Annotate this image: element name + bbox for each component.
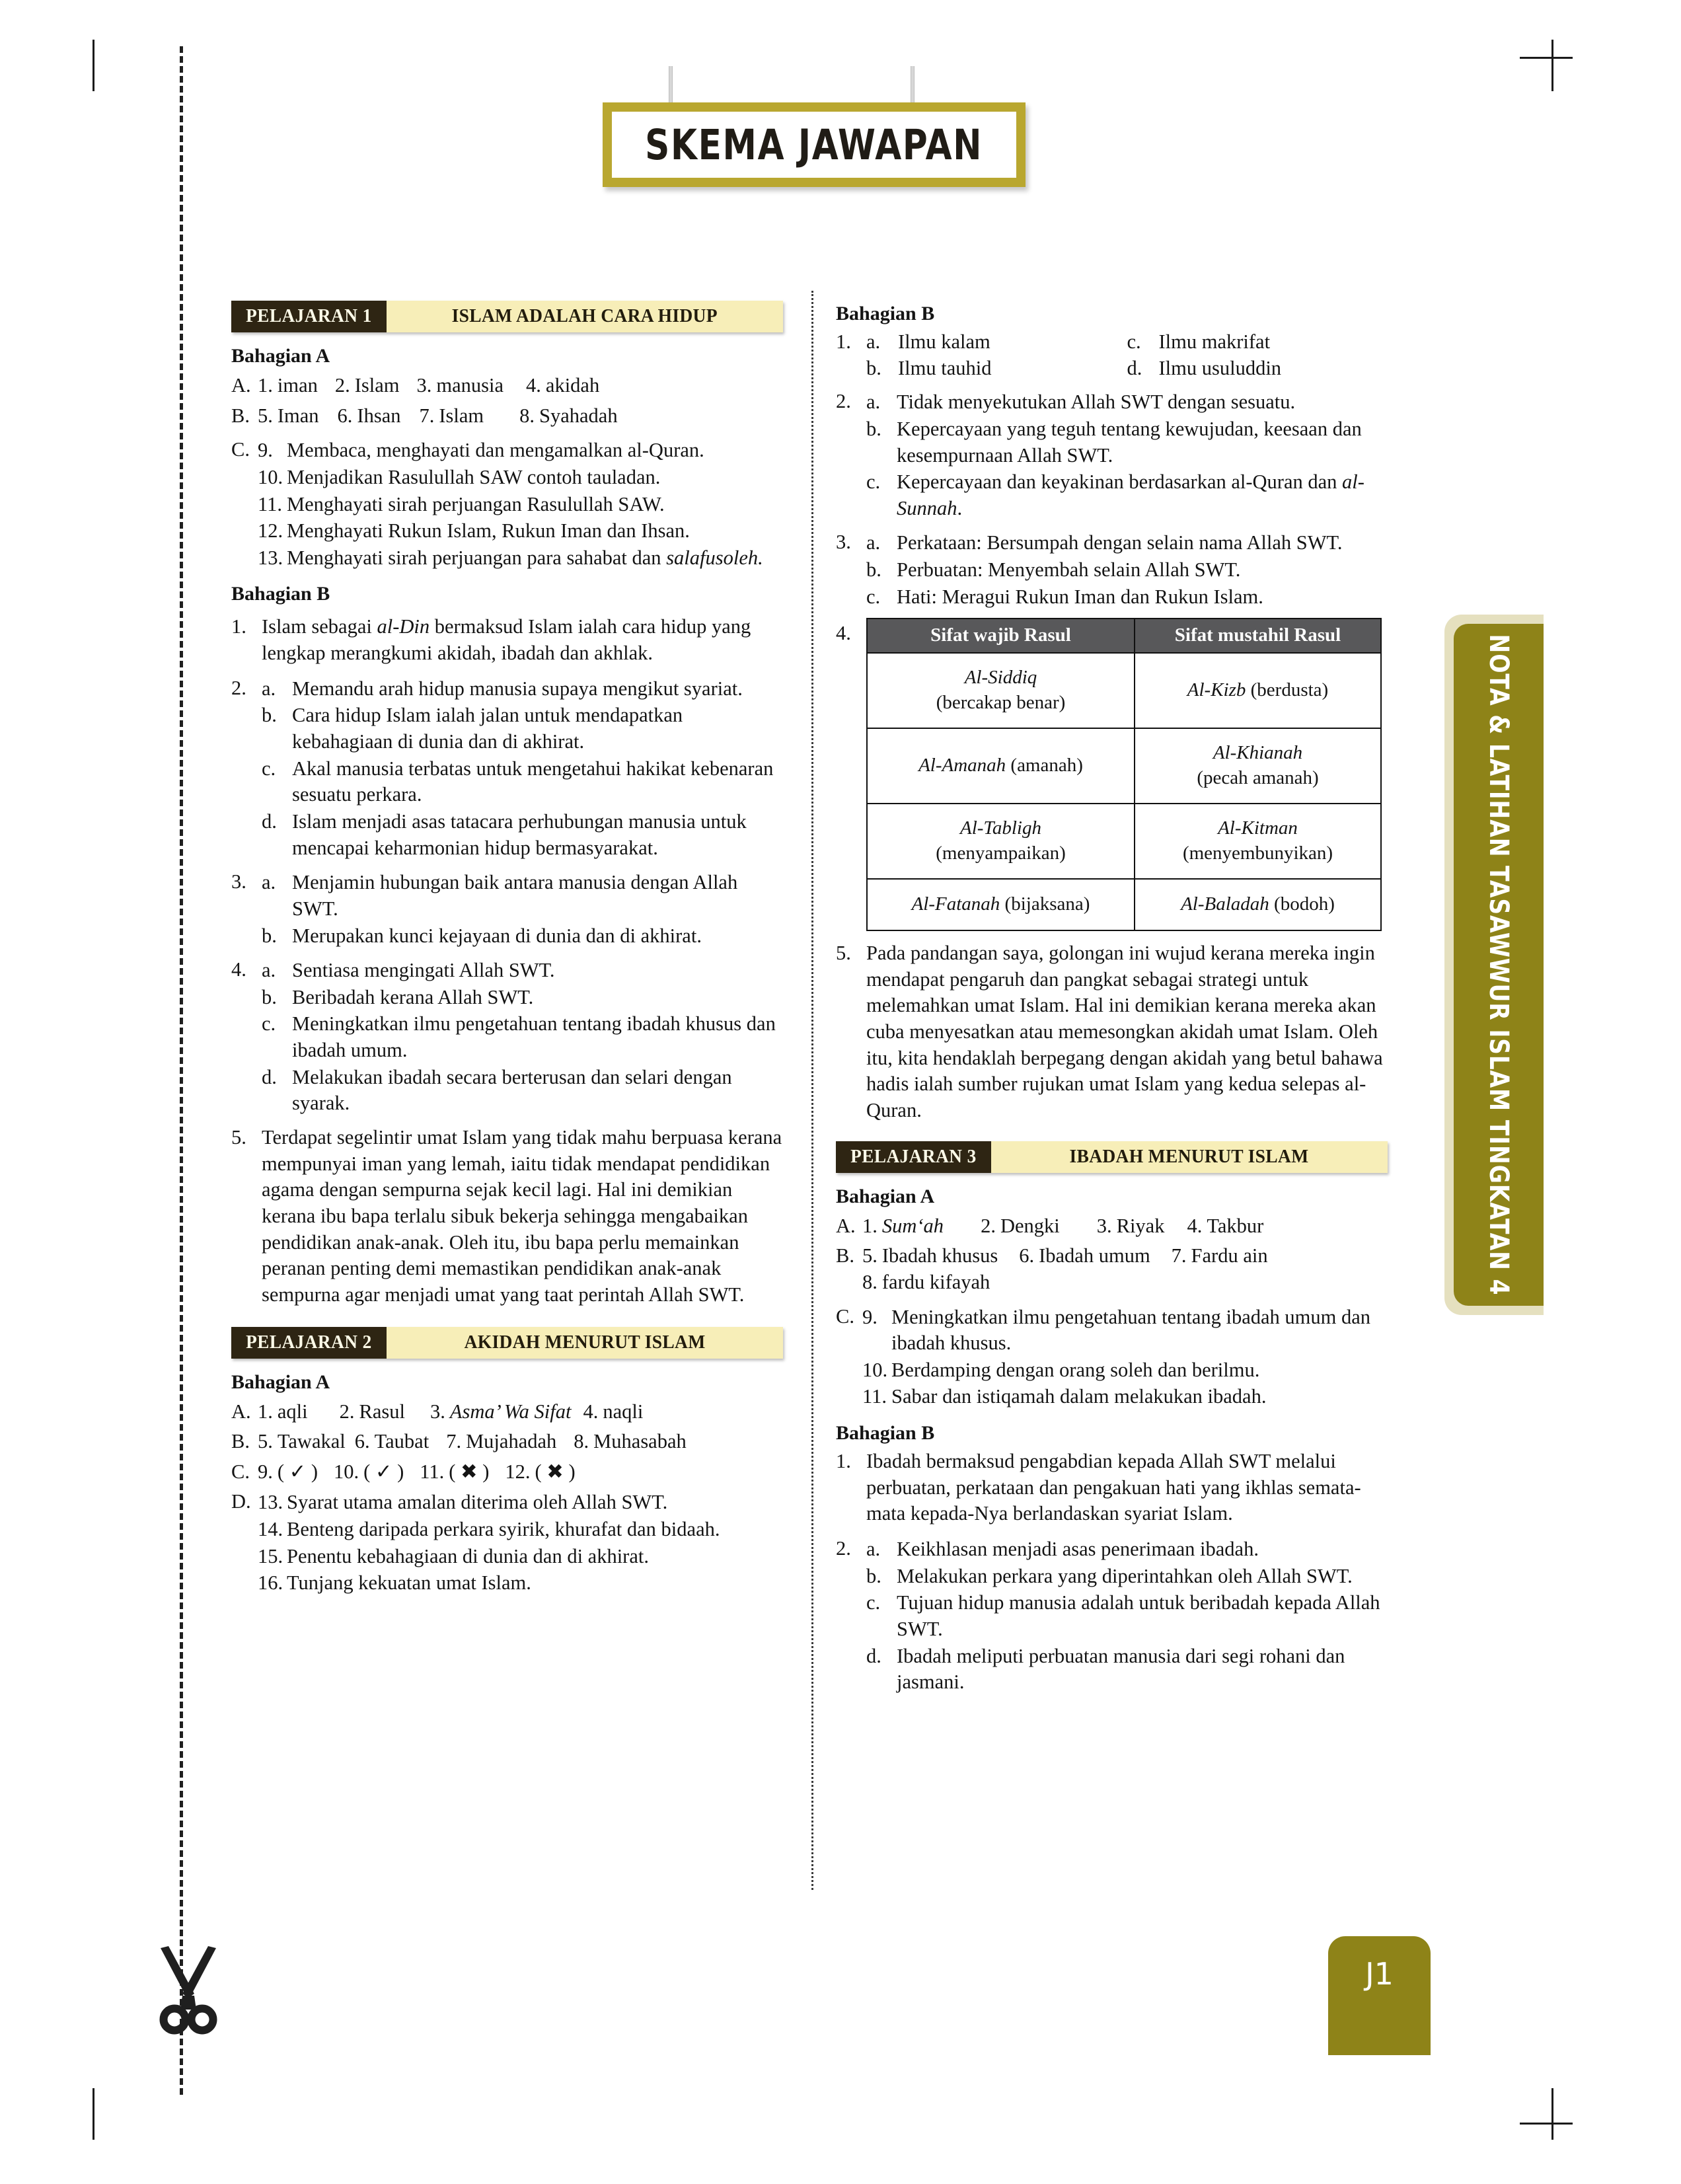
lesson-header-1 [231, 301, 783, 332]
list-item: b. Merupakan kunci kejayaan di dunia dan di akhirat. [262, 924, 702, 947]
list-item: 10. Menjadikan Rasulullah SAW contoh tauladan. [258, 465, 661, 488]
list-item: a. Perkataan: Bersumpah dengan selain nama Allah SWT. [866, 531, 1343, 554]
left-column [231, 301, 783, 1601]
list-item: 15. Penentu kebahagiaan di dunia dan di akhirat. [258, 1544, 649, 1567]
l1-b-q3 [231, 869, 783, 950]
answer-item: d. Ilmu usuluddin [1127, 356, 1282, 379]
l2-b-q1 [836, 329, 1388, 381]
lesson-2-tag: PELAJARAN 2 [231, 1327, 387, 1359]
list-item: 13. Menghayati sirah perjuangan para sahabat dan salafusoleh. [258, 545, 783, 572]
row-body [862, 1243, 1388, 1295]
l2-b-q3 [836, 529, 1388, 611]
answer-item: 4. naqli [583, 1400, 644, 1423]
l2-b-q5 [836, 940, 1388, 1125]
list-item: d. Ibadah meliputi perbuatan manusia dari segi rohani dan jasmani. [866, 1644, 1345, 1694]
list-item: 11. Menghayati sirah perjuangan Rasulullah SAW. [258, 492, 665, 515]
cell-mustahil: Al-Khianah (pecah amanah) [1135, 728, 1381, 804]
row-body [258, 437, 783, 572]
answer-item: 3. Asma’ Wa Sifat [430, 1400, 572, 1423]
l3-b-q1 [836, 1449, 1388, 1528]
page-title: SKEMA JAWAPAN [645, 120, 983, 169]
row-label: A. [231, 1400, 251, 1423]
l2-b-q4 [836, 618, 1388, 931]
paragraph: Terdapat segelintir umat Islam yang tidak mahu berpuasa kerana mempunyai iman yang lemah, iaitu tidak mendapat pendidikan agama dengan sempurna sejak kecil lagi. Hal ini demikian kerana ibu bapa terlalu sibuk bekerja sehingga mengabaikan pendidikan anak-anak. Oleh itu, ibu bapa perlu memainkan peranan penting demi memastikan pendidikan anak-anak sempurna agar menjadi umat yang taat perintah Allah SWT. [262, 1126, 782, 1306]
answer-item: 9. ( ✓ ) [258, 1460, 318, 1483]
list-item: c. Hati: Meragui Rukun Iman dan Rukun Islam. [866, 585, 1263, 608]
question-body [866, 329, 1388, 381]
cell-wajib: Al-Fatanah (bijaksana) [867, 879, 1135, 930]
list-item: 10. Berdamping dengan orang soleh dan berilmu. [862, 1358, 1260, 1381]
row-body [258, 403, 783, 430]
list-item [866, 329, 1388, 356]
l1-b-q4 [231, 957, 783, 1117]
row-body [258, 1489, 783, 1597]
list-item: 11. Sabar dan istiqamah dalam melakukan ibadah. [862, 1385, 1267, 1408]
question-body [262, 1125, 783, 1309]
column-divider [811, 291, 813, 1890]
answer-item: 10. ( ✓ ) [334, 1460, 404, 1483]
cell-mustahil: Al-Baladah (bodoh) [1135, 879, 1381, 930]
list-item: b. Melakukan perkara yang diperintahkan oleh Allah SWT. [866, 1564, 1353, 1587]
question-number: 4. [836, 622, 851, 645]
answer-item: 7. Islam [419, 404, 484, 427]
table-row [867, 804, 1381, 879]
question-number: 2. [231, 676, 246, 699]
question-body [262, 614, 783, 667]
answer-item: 8. Syahadah [519, 404, 618, 427]
question-number: 3. [231, 870, 246, 893]
answer-item: 4. akidah [526, 374, 600, 396]
answer-item: 6. Ihsan [337, 404, 401, 427]
list-item: 9. Meningkatkan ilmu pengetahuan tentang ibadah umum dan ibadah khusus. [862, 1305, 1371, 1355]
answer-item: 2. Rasul [339, 1400, 405, 1423]
answer-item: 2. Islam [334, 374, 400, 396]
answer-item: 5. Ibadah khusus [862, 1244, 998, 1267]
l2-part-a-heading: Bahagian A [231, 1371, 330, 1393]
crop-mark-top-left-h [1520, 57, 1573, 59]
question-number: 1. [836, 1450, 851, 1473]
answer-item: 4. Takbur [1187, 1214, 1264, 1237]
list-item-text: Kepercayaan dan keyakinan berdasarkan al-Quran dan al-Sunnah. [897, 471, 1364, 519]
question-number: 1. [231, 615, 246, 638]
list-item: 9. Membaca, menghayati dan mengamalkan al-Quran. [258, 439, 704, 462]
question-number: 1. [836, 330, 851, 353]
answer-item: 2. Dengki [981, 1214, 1060, 1237]
l1-b-q1 [231, 614, 783, 667]
l3-part-a-heading: Bahagian A [836, 1185, 935, 1207]
l3-a-row-C [836, 1304, 1388, 1412]
list-item: a. Tidak menyekutukan Allah SWT dengan sesuatu. [866, 391, 1296, 414]
list-item: b. Perbuatan: Menyembah selain Allah SWT. [866, 558, 1241, 582]
row-body [258, 1399, 783, 1425]
row-label: B. [231, 404, 250, 427]
list-item: 13. Syarat utama amalan diterima oleh Allah SWT. [258, 1491, 668, 1514]
row-label: C. [231, 1460, 250, 1483]
lesson-1-name: ISLAM ADALAH CARA HIDUP [387, 301, 783, 332]
row-label: A. [836, 1214, 856, 1237]
l1-part-a-heading: Bahagian A [231, 345, 330, 367]
list-item [866, 356, 1388, 382]
l1-a-row-A [231, 373, 783, 399]
row-label: D. [231, 1490, 251, 1513]
paragraph: Islam sebagai al-Din bermaksud Islam ialah cara hidup yang lengkap merangkumi akidah, ibadah dan akhlak. [262, 615, 751, 665]
sifat-rasul-table [866, 618, 1382, 931]
cell-mustahil: Al-Kitman (menyembunyikan) [1135, 804, 1381, 879]
list-item: 14. Benteng daripada perkara syirik, khurafat dan bidaah. [258, 1518, 720, 1541]
row-label: B. [231, 1430, 250, 1453]
lesson-3-tag: PELAJARAN 3 [836, 1141, 991, 1173]
list-item: a. Sentiasa mengingati Allah SWT. [262, 959, 555, 982]
question-body [866, 940, 1388, 1125]
row-body [862, 1213, 1388, 1240]
crop-mark-bottom-left [93, 2088, 94, 2140]
side-tab [1454, 624, 1544, 1306]
row-body [258, 1459, 783, 1486]
question-body [866, 1449, 1388, 1528]
l1-a-row-B [231, 403, 783, 430]
right-column [836, 301, 1388, 1704]
l2-a-row-A [231, 1399, 783, 1425]
cell-wajib: Al-Tabligh (menyampaikan) [867, 804, 1135, 879]
question-body [866, 1536, 1388, 1696]
table-header-row [867, 619, 1381, 653]
crop-mark-top-right [1551, 40, 1553, 91]
row-label: C. [231, 438, 250, 461]
l3-part-b-heading: Bahagian B [836, 1422, 935, 1445]
list-item: 12. Menghayati Rukun Islam, Rukun Iman dan Ihsan. [258, 519, 690, 543]
cut-line [180, 46, 183, 2095]
cell-wajib: Al-Amanah (amanah) [867, 728, 1135, 804]
l2-b-q2 [836, 389, 1388, 522]
question-number: 2. [836, 1536, 851, 1560]
list-item: d. Islam menjadi asas tatacara perhubungan manusia untuk mencapai keharmonian hidup bermasyarakat. [262, 810, 747, 859]
lesson-header-3 [836, 1141, 1388, 1173]
list-item: c. Tujuan hidup manusia adalah untuk beribadah kepada Allah SWT. [866, 1591, 1380, 1640]
answer-item: 5. Iman [258, 404, 319, 427]
list-item-text: Menghayati sirah perjuangan para sahabat dan salafusoleh. [287, 546, 763, 569]
l3-a-row-B [836, 1243, 1388, 1295]
answer-item: 7. Fardu ain [1171, 1244, 1268, 1267]
lesson-1-tag: PELAJARAN 1 [231, 301, 387, 332]
cell-wajib: Al-Siddiq (bercakap benar) [867, 653, 1135, 728]
answer-item: 1. iman [258, 374, 318, 396]
answer-item: 1. aqli [258, 1400, 308, 1423]
sign-inner [612, 112, 1016, 178]
row-label: C. [836, 1304, 854, 1328]
question-number: 5. [231, 1126, 246, 1149]
crop-mark-bottom-right-h [1520, 2123, 1573, 2125]
answer-item: 3. Riyak [1096, 1214, 1165, 1237]
answer-item: 6. Taubat [354, 1430, 430, 1453]
row-body [862, 1304, 1388, 1412]
row-body [258, 1429, 783, 1455]
answer-item: a. Ilmu kalam [866, 330, 990, 353]
list-item: a. Menjamin hubungan baik antara manusia dengan Allah SWT. [262, 871, 738, 920]
row-label: B. [836, 1244, 854, 1267]
question-body [262, 675, 783, 862]
answer-item: 6. Ibadah umum [1019, 1244, 1150, 1267]
question-number: 5. [836, 942, 851, 965]
answer-item: 5. Tawakal [258, 1430, 346, 1453]
table-row [867, 653, 1381, 728]
crop-mark-top-left [93, 40, 94, 91]
column-header-mustahil: Sifat mustahil Rasul [1135, 619, 1381, 653]
page-number: J1 [1365, 1956, 1394, 1992]
sign-frame [603, 102, 1026, 187]
hanging-sign [595, 66, 1031, 198]
list-item: a. Memandu arah hidup manusia supaya mengikut syariat. [262, 677, 743, 700]
l2-a-row-D [231, 1489, 783, 1597]
answer-item: 8. Muhasabah [574, 1430, 687, 1453]
page-number-tab [1328, 1936, 1431, 2055]
cell-mustahil: Al-Kizb (berdusta) [1135, 653, 1381, 728]
question-number: 2. [836, 390, 851, 413]
list-item: c. Akal manusia terbatas untuk mengetahui hakikat kebenaran sesuatu perkara. [262, 757, 774, 806]
lesson-header-2 [231, 1327, 783, 1359]
l1-b-q2 [231, 675, 783, 862]
answer-item: 3. manusia [416, 374, 504, 396]
answer-item: b. Ilmu tauhid [866, 356, 992, 379]
l3-a-row-A [836, 1213, 1388, 1240]
l2-part-b-heading: Bahagian B [836, 303, 935, 324]
column-header-wajib: Sifat wajib Rasul [867, 619, 1135, 653]
question-body [866, 529, 1388, 611]
question-body [262, 957, 783, 1117]
crop-mark-bottom-right [1551, 2088, 1553, 2140]
answer-item: 7. Mujahadah [446, 1430, 557, 1453]
scissors-icon [132, 1936, 244, 2035]
row-body [258, 373, 783, 399]
l1-b-q5 [231, 1125, 783, 1309]
row-label: A. [231, 374, 251, 396]
lesson-2-name: AKIDAH MENURUT ISLAM [387, 1327, 783, 1359]
question-number: 3. [836, 531, 851, 554]
paragraph: Ibadah bermaksud pengabdian kepada Allah SWT melalui perbuatan, perkataan dan pengakuan hati yang ikhlas semata-mata kepada-Nya berlandaskan syariat Islam. [866, 1450, 1361, 1525]
answer-item: c. Ilmu makrifat [1127, 330, 1271, 353]
table-row [867, 879, 1381, 930]
list-item: b. Cara hidup Islam ialah jalan untuk mendapatkan kebahagiaan di dunia dan di akhirat. [262, 704, 683, 753]
answer-item: 11. ( ✖ ) [420, 1460, 490, 1483]
side-tab-label: NOTA & LATIHAN TASAWWUR ISLAM TINGKATAN 4 [1483, 634, 1514, 1296]
answer-item: 8. fardu kifayah [862, 1270, 990, 1293]
l3-b-q2 [836, 1536, 1388, 1696]
l1-part-b-heading: Bahagian B [231, 583, 330, 605]
paragraph: Pada pandangan saya, golongan ini wujud kerana mereka ingin mendapat pengaruh dan pangkat sebagai strategi untuk melemahkan umat Islam. Hal ini demikian kerana mereka akan cuba menyesatkan atau memesongkan akidah umat Islam. Oleh itu, kita hendaklah berpegang dengan akidah yang betul bahawa hadis ialah sumber rujukan umat Islam yang kedua selepas al-Quran. [866, 942, 1383, 1121]
l1-a-row-C [231, 437, 783, 572]
answer-item: 1. Sum‘ah [862, 1214, 944, 1237]
list-item: 16. Tunjang kekuatan umat Islam. [258, 1571, 531, 1595]
question-body [866, 389, 1388, 522]
lesson-3-name: IBADAH MENURUT ISLAM [991, 1141, 1388, 1173]
answer-item: 12. ( ✖ ) [505, 1460, 576, 1483]
list-item: b. Kepercayaan yang teguh tentang kewujudan, keesaan dan kesempurnaan Allah SWT. [866, 417, 1362, 467]
l2-a-row-B [231, 1429, 783, 1455]
list-item: b. Beribadah kerana Allah SWT. [262, 985, 534, 1008]
list-item: c. Kepercayaan dan keyakinan berdasarkan al-Quran dan al-Sunnah. [866, 469, 1388, 521]
table-row [867, 728, 1381, 804]
list-item: a. Keikhlasan menjadi asas penerimaan ibadah. [866, 1537, 1259, 1560]
question-number: 4. [231, 958, 246, 981]
l2-a-row-C [231, 1459, 783, 1486]
list-item: c. Meningkatkan ilmu pengetahuan tentang ibadah khusus dan ibadah umum. [262, 1012, 776, 1062]
question-body [262, 869, 783, 950]
list-item: d. Melakukan ibadah secara berterusan dan selari dengan syarak. [262, 1065, 732, 1115]
